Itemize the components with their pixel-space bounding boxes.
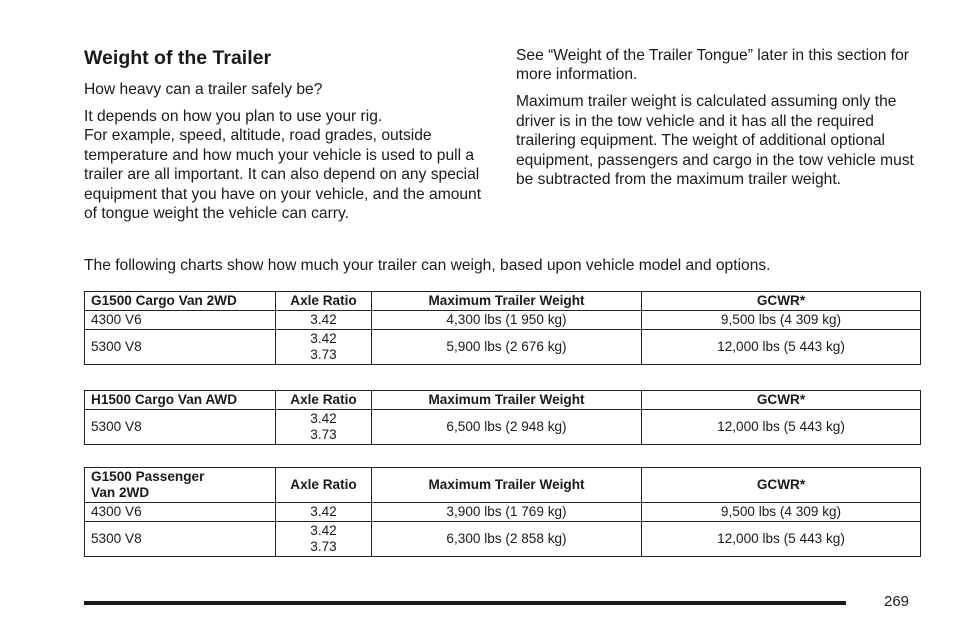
max-weight-cell: 4,300 lbs (1 950 kg) [372, 311, 642, 330]
body-paragraph-first-line: It depends on how you plan to use your rig. [84, 107, 383, 125]
weight-table-g1500-cargo [84, 291, 921, 365]
table-row [85, 522, 921, 557]
axle-ratio-header: Axle Ratio [276, 292, 372, 311]
model-header-line: Van 2WD [91, 485, 150, 500]
model-header: G1500 Cargo Van 2WD [85, 292, 276, 311]
model-header-line: G1500 Passenger [91, 469, 205, 484]
table-row [85, 311, 921, 330]
page-number: 269 [884, 593, 910, 610]
max-weight-cell: 5,900 lbs (2 676 kg) [372, 330, 642, 365]
axle-value: 3.73 [310, 427, 337, 442]
axle-value: 3.73 [310, 539, 337, 554]
table-header-row [85, 292, 921, 311]
body-paragraph: For example, speed, altitude, road grades, outside temperature and how much your vehicle is used to pull a trailer are all important. It can also depend on any special equipment that you have on your vehicle, and the amount of tongue weight the vehicle can carry. [84, 127, 482, 222]
gcwr-header: GCWR* [642, 468, 921, 503]
tongue-reference-paragraph: See “Weight of the Trailer Tongue” later in this section for more information. [516, 47, 909, 84]
weight-table-h1500-cargo [84, 390, 921, 445]
footer-rule [84, 601, 846, 605]
axle-cell: 3.42 [276, 503, 372, 522]
axle-ratio-header: Axle Ratio [276, 468, 372, 503]
left-column [84, 46, 494, 223]
table-row [85, 503, 921, 522]
gcwr-cell: 9,500 lbs (4 309 kg) [642, 311, 921, 330]
engine-cell: 5300 V8 [85, 522, 276, 557]
table-row [85, 410, 921, 445]
weight-table-g1500-passenger [84, 467, 921, 557]
table-header-row [85, 468, 921, 503]
axle-cell [276, 410, 372, 445]
table-header-row [85, 391, 921, 410]
max-weight-header: Maximum Trailer Weight [372, 468, 642, 503]
axle-value: 3.73 [310, 347, 337, 362]
gcwr-cell: 12,000 lbs (5 443 kg) [642, 522, 921, 557]
engine-cell: 5300 V8 [85, 410, 276, 445]
model-header [85, 468, 276, 503]
table-row [85, 330, 921, 365]
gcwr-cell: 9,500 lbs (4 309 kg) [642, 503, 921, 522]
max-weight-cell: 3,900 lbs (1 769 kg) [372, 503, 642, 522]
gcwr-header: GCWR* [642, 292, 921, 311]
right-column [516, 46, 916, 189]
gcwr-cell: 12,000 lbs (5 443 kg) [642, 330, 921, 365]
gcwr-cell: 12,000 lbs (5 443 kg) [642, 410, 921, 445]
max-weight-cell: 6,300 lbs (2 858 kg) [372, 522, 642, 557]
axle-cell [276, 522, 372, 557]
axle-value: 3.42 [310, 331, 337, 346]
engine-cell: 4300 V6 [85, 503, 276, 522]
charts-intro: The following charts show how much your trailer can weigh, based upon vehicle model and options. [84, 257, 771, 274]
gcwr-header: GCWR* [642, 391, 921, 410]
question-paragraph: How heavy can a trailer safely be? [84, 81, 323, 98]
axle-cell [276, 330, 372, 365]
model-header: H1500 Cargo Van AWD [85, 391, 276, 410]
axle-ratio-header: Axle Ratio [276, 391, 372, 410]
max-weight-header: Maximum Trailer Weight [372, 292, 642, 311]
axle-value: 3.42 [310, 523, 337, 538]
max-weight-header: Maximum Trailer Weight [372, 391, 642, 410]
engine-cell: 5300 V8 [85, 330, 276, 365]
max-weight-paragraph: Maximum trailer weight is calculated assuming only the driver is in the tow vehicle and it has all the required trailering equipment. The weight of additional optional equipment, passengers and cargo in the tow vehicle must be subtracted from the maximum trailer weight. [516, 93, 914, 188]
axle-cell: 3.42 [276, 311, 372, 330]
section-title: Weight of the Trailer [84, 47, 272, 69]
max-weight-cell: 6,500 lbs (2 948 kg) [372, 410, 642, 445]
axle-value: 3.42 [310, 411, 337, 426]
engine-cell: 4300 V6 [85, 311, 276, 330]
